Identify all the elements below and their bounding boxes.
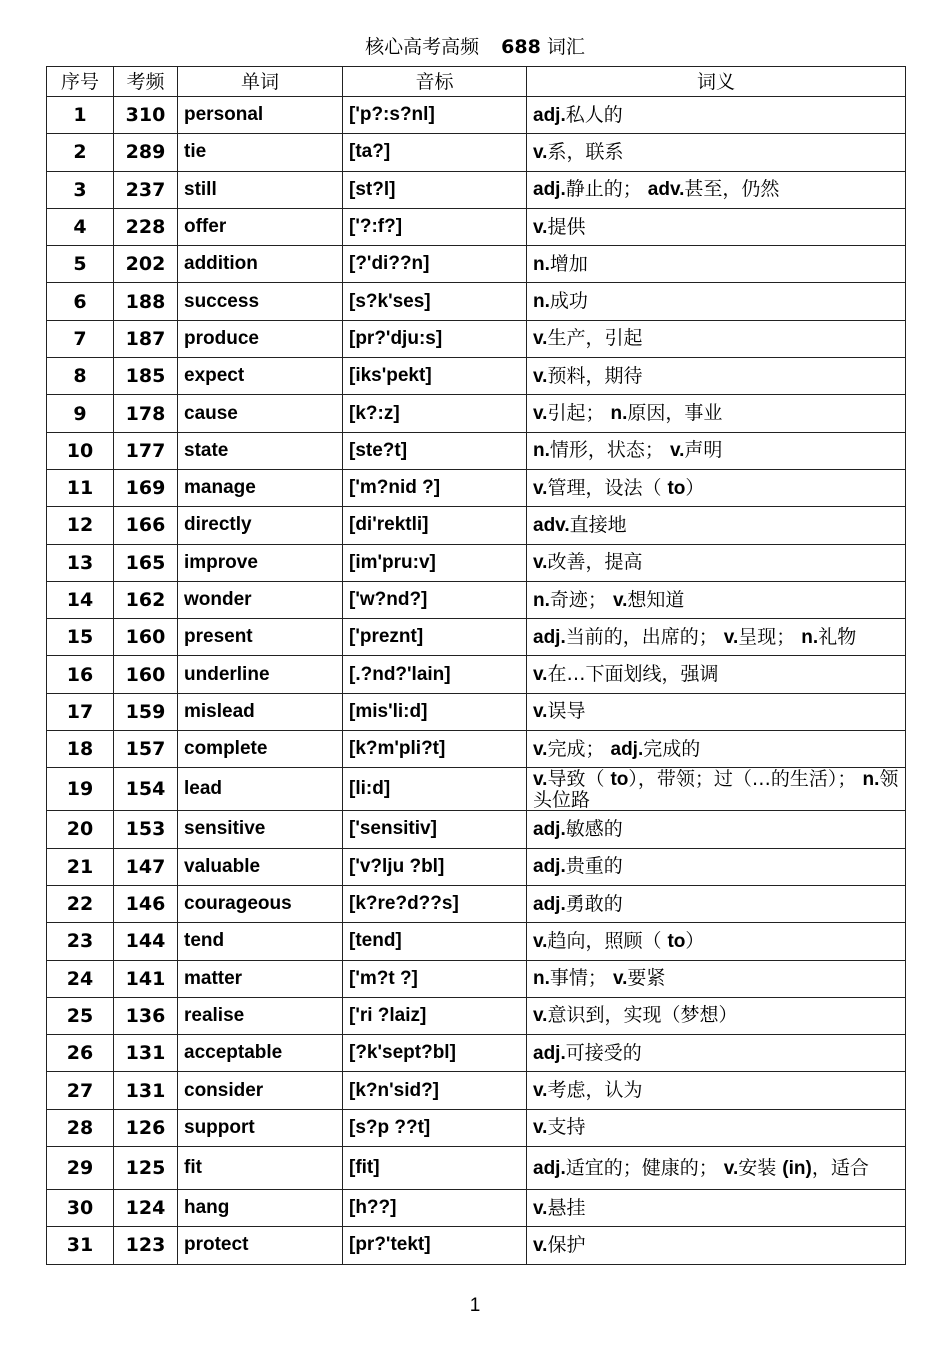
part-of-speech: adj.: [533, 856, 566, 878]
row-frequency: 187: [114, 320, 178, 357]
row-phonetic: ['w?nd?]: [343, 581, 527, 618]
row-phonetic: [fit]: [343, 1147, 527, 1190]
row-word: matter: [178, 960, 343, 997]
part-of-speech: v.: [612, 968, 628, 990]
row-word: wonder: [178, 581, 343, 618]
row-phonetic: [h??]: [343, 1190, 527, 1227]
row-index: 26: [47, 1035, 114, 1072]
table-row: [47, 768, 906, 811]
definition-text: 贵重的: [565, 855, 623, 878]
row-meaning: [527, 1035, 906, 1072]
title-suffix: 词汇: [546, 36, 585, 58]
row-phonetic: [pr?'tekt]: [343, 1227, 527, 1264]
header-meaning: 词义: [527, 67, 906, 97]
row-meaning: [527, 395, 906, 432]
part-of-speech: v.: [723, 626, 739, 648]
definition-text: 考虑，认为: [547, 1079, 643, 1102]
table-row: [47, 395, 906, 432]
part-of-speech: v.: [533, 216, 548, 238]
definition-text: 保护: [547, 1233, 586, 1256]
row-word: realise: [178, 997, 343, 1034]
part-of-speech: v.: [533, 552, 548, 574]
definition-text: 呈现；: [738, 625, 796, 648]
table-body: [47, 97, 906, 1265]
row-index: 10: [47, 432, 114, 469]
row-index: 13: [47, 544, 114, 581]
part-of-speech: v.: [533, 141, 548, 163]
row-index: 8: [47, 358, 114, 395]
definition-text: 声明: [684, 439, 723, 462]
part-of-speech: adj.: [610, 738, 644, 760]
row-word: state: [178, 432, 343, 469]
row-index: 2: [47, 134, 114, 171]
table-row: [47, 544, 906, 581]
row-word: directly: [178, 507, 343, 544]
row-index: 21: [47, 848, 114, 885]
row-phonetic: [ste?t]: [343, 432, 527, 469]
row-word: still: [178, 171, 343, 208]
row-word: personal: [178, 97, 343, 134]
row-frequency: 141: [114, 960, 178, 997]
part-of-speech: v.: [533, 1234, 548, 1256]
part-of-speech: (in): [782, 1157, 812, 1179]
row-phonetic: [iks'pekt]: [343, 358, 527, 395]
row-index: 9: [47, 395, 114, 432]
row-meaning: [527, 320, 906, 357]
part-of-speech: to: [667, 477, 686, 499]
row-phonetic: [im'pru:v]: [343, 544, 527, 581]
table-row: [47, 693, 906, 730]
row-frequency: 144: [114, 923, 178, 960]
definition-text: 管理，设法（: [547, 476, 668, 499]
part-of-speech: to: [610, 768, 629, 790]
row-frequency: 188: [114, 283, 178, 320]
definition-text: 支持: [547, 1116, 586, 1139]
part-of-speech: v.: [533, 664, 548, 686]
table-row: [47, 960, 906, 997]
row-index: 5: [47, 246, 114, 283]
part-of-speech: adj.: [533, 1042, 566, 1064]
row-meaning: [527, 208, 906, 245]
row-phonetic: [k?m'pli?t]: [343, 731, 527, 768]
row-word: hang: [178, 1190, 343, 1227]
vocabulary-table: [46, 66, 906, 1265]
definition-text: 适宜的；健康的；: [565, 1156, 718, 1179]
part-of-speech: n.: [533, 253, 550, 275]
row-meaning: [527, 693, 906, 730]
header-index: 序号: [47, 67, 114, 97]
definition-text: 完成的: [643, 737, 701, 760]
part-of-speech: n.: [533, 589, 550, 611]
definition-text: 勇敢的: [565, 892, 623, 915]
row-index: 19: [47, 768, 114, 811]
table-row: [47, 1035, 906, 1072]
row-index: 1: [47, 97, 114, 134]
row-meaning: [527, 581, 906, 618]
row-meaning: [527, 619, 906, 656]
definition-text: 奇迹；: [549, 588, 607, 611]
row-frequency: 166: [114, 507, 178, 544]
row-frequency: 289: [114, 134, 178, 171]
row-phonetic: [k?:z]: [343, 395, 527, 432]
row-index: 24: [47, 960, 114, 997]
table-row: [47, 358, 906, 395]
part-of-speech: n.: [801, 626, 819, 648]
definition-text: 引起；: [547, 402, 605, 425]
row-frequency: 131: [114, 1072, 178, 1109]
part-of-speech: adj.: [533, 179, 566, 201]
row-word: fit: [178, 1147, 343, 1190]
row-index: 7: [47, 320, 114, 357]
table-row: [47, 208, 906, 245]
row-word: tie: [178, 134, 343, 171]
row-index: 18: [47, 731, 114, 768]
part-of-speech: adv.: [647, 179, 685, 201]
part-of-speech: adj.: [533, 104, 566, 126]
row-phonetic: [li:d]: [343, 768, 527, 811]
row-meaning: [527, 246, 906, 283]
row-phonetic: ['sensitiv]: [343, 811, 527, 848]
row-meaning: [527, 656, 906, 693]
row-phonetic: ['m?t ?]: [343, 960, 527, 997]
definition-text: 私人的: [565, 103, 623, 126]
row-meaning: [527, 171, 906, 208]
table-row: [47, 731, 906, 768]
definition-text: 成功: [549, 290, 588, 313]
definition-text: 情形，状态；: [549, 439, 664, 462]
row-word: cause: [178, 395, 343, 432]
row-index: 31: [47, 1227, 114, 1264]
definition-text: 意识到，实现（梦想）: [547, 1004, 738, 1027]
row-index: 25: [47, 997, 114, 1034]
definition-text: 导致（: [547, 767, 611, 790]
row-phonetic: [k?re?d??s]: [343, 885, 527, 922]
row-frequency: 157: [114, 731, 178, 768]
definition-text: 甚至，仍然: [684, 178, 780, 201]
table-row: [47, 1190, 906, 1227]
table-row: [47, 171, 906, 208]
row-phonetic: [ta?]: [343, 134, 527, 171]
part-of-speech: v.: [533, 477, 548, 499]
row-frequency: 136: [114, 997, 178, 1034]
table-row: [47, 1147, 906, 1190]
row-frequency: 126: [114, 1109, 178, 1146]
header-phonetic: 音标: [343, 67, 527, 97]
row-word: underline: [178, 656, 343, 693]
table-row: [47, 811, 906, 848]
row-frequency: 160: [114, 619, 178, 656]
row-phonetic: ['preznt]: [343, 619, 527, 656]
definition-text: 预料，期待: [547, 364, 643, 387]
row-frequency: 178: [114, 395, 178, 432]
row-phonetic: [di'rektli]: [343, 507, 527, 544]
row-meaning: [527, 811, 906, 848]
row-meaning: [527, 885, 906, 922]
row-index: 15: [47, 619, 114, 656]
table-row: [47, 1109, 906, 1146]
row-word: support: [178, 1109, 343, 1146]
row-index: 4: [47, 208, 114, 245]
part-of-speech: n.: [533, 291, 550, 313]
row-phonetic: ['v?lju ?bl]: [343, 848, 527, 885]
row-word: manage: [178, 469, 343, 506]
part-of-speech: v.: [533, 701, 548, 723]
row-meaning: [527, 731, 906, 768]
page-number: 1: [469, 1295, 481, 1316]
row-frequency: 177: [114, 432, 178, 469]
row-frequency: 165: [114, 544, 178, 581]
header-frequency: 考频: [114, 67, 178, 97]
row-phonetic: [.?nd?'lain]: [343, 656, 527, 693]
row-word: protect: [178, 1227, 343, 1264]
row-meaning: [527, 507, 906, 544]
row-index: 22: [47, 885, 114, 922]
definition-text: 完成；: [547, 737, 605, 760]
row-meaning: [527, 923, 906, 960]
row-phonetic: [st?l]: [343, 171, 527, 208]
row-word: mislead: [178, 693, 343, 730]
row-meaning: [527, 768, 906, 811]
definition-text: 系，联系: [547, 140, 624, 163]
row-phonetic: ['?:f?]: [343, 208, 527, 245]
row-frequency: 228: [114, 208, 178, 245]
part-of-speech: v.: [533, 1005, 548, 1027]
row-frequency: 160: [114, 656, 178, 693]
table-row: [47, 1072, 906, 1109]
part-of-speech: n.: [862, 768, 880, 790]
row-index: 29: [47, 1147, 114, 1190]
row-meaning: [527, 1190, 906, 1227]
row-word: consider: [178, 1072, 343, 1109]
row-index: 17: [47, 693, 114, 730]
part-of-speech: v.: [533, 328, 548, 350]
row-index: 11: [47, 469, 114, 506]
title-count: 688: [501, 36, 541, 58]
part-of-speech: n.: [533, 440, 550, 462]
row-phonetic: [tend]: [343, 923, 527, 960]
part-of-speech: adj.: [533, 818, 566, 840]
definition-text: 增加: [549, 252, 588, 275]
part-of-speech: v.: [612, 589, 628, 611]
part-of-speech: v.: [533, 403, 548, 425]
row-phonetic: [pr?'dju:s]: [343, 320, 527, 357]
row-phonetic: [s?p ??t]: [343, 1109, 527, 1146]
row-frequency: 131: [114, 1035, 178, 1072]
row-frequency: 125: [114, 1147, 178, 1190]
row-meaning: [527, 1109, 906, 1146]
row-meaning: [527, 960, 906, 997]
row-frequency: 237: [114, 171, 178, 208]
row-frequency: 202: [114, 246, 178, 283]
row-meaning: [527, 1072, 906, 1109]
definition-text: 想知道: [627, 588, 685, 611]
table-row: [47, 848, 906, 885]
row-index: 14: [47, 581, 114, 618]
part-of-speech: adj.: [533, 626, 566, 648]
part-of-speech: v.: [533, 1117, 548, 1139]
table-row: [47, 507, 906, 544]
definition-text: 直接地: [569, 513, 627, 536]
row-word: tend: [178, 923, 343, 960]
table-row: [47, 997, 906, 1034]
part-of-speech: n.: [610, 403, 628, 425]
row-word: courageous: [178, 885, 343, 922]
table-row: [47, 469, 906, 506]
row-phonetic: [k?n'sid?]: [343, 1072, 527, 1109]
definition-text: 提供: [547, 215, 586, 238]
definition-text: 领头位路: [533, 767, 899, 811]
row-phonetic: [?k'sept?bl]: [343, 1035, 527, 1072]
row-meaning: [527, 469, 906, 506]
table-row: [47, 432, 906, 469]
definition-text: 改善，提高: [547, 551, 643, 574]
definition-text: 当前的，出席的；: [565, 625, 718, 648]
table-row: [47, 134, 906, 171]
row-meaning: [527, 97, 906, 134]
row-word: acceptable: [178, 1035, 343, 1072]
table-row: [47, 656, 906, 693]
row-meaning: [527, 358, 906, 395]
table-row: [47, 923, 906, 960]
definition-text: 要紧: [627, 967, 666, 990]
row-frequency: 162: [114, 581, 178, 618]
definition-text: 事情；: [549, 967, 607, 990]
part-of-speech: v.: [533, 738, 548, 760]
row-meaning: [527, 544, 906, 581]
part-of-speech: adv.: [533, 514, 570, 536]
page-title: [0, 32, 950, 59]
row-word: success: [178, 283, 343, 320]
row-frequency: 169: [114, 469, 178, 506]
row-phonetic: ['ri ?laiz]: [343, 997, 527, 1034]
row-frequency: 310: [114, 97, 178, 134]
table-row: [47, 283, 906, 320]
row-frequency: 123: [114, 1227, 178, 1264]
table-row: [47, 885, 906, 922]
row-word: offer: [178, 208, 343, 245]
row-index: 6: [47, 283, 114, 320]
row-word: addition: [178, 246, 343, 283]
row-index: 12: [47, 507, 114, 544]
row-frequency: 153: [114, 811, 178, 848]
part-of-speech: v.: [669, 440, 685, 462]
row-meaning: [527, 848, 906, 885]
row-meaning: [527, 134, 906, 171]
row-word: produce: [178, 320, 343, 357]
definition-text: ，适合: [811, 1156, 869, 1179]
row-index: 23: [47, 923, 114, 960]
row-frequency: 159: [114, 693, 178, 730]
row-word: sensitive: [178, 811, 343, 848]
row-frequency: 147: [114, 848, 178, 885]
table-row: [47, 246, 906, 283]
definition-text: 敏感的: [565, 817, 623, 840]
definition-text: 原因，事业: [627, 402, 723, 425]
row-word: expect: [178, 358, 343, 395]
part-of-speech: adj.: [533, 1157, 566, 1179]
row-meaning: [527, 1147, 906, 1190]
part-of-speech: v.: [533, 1197, 548, 1219]
definition-text: 可接受的: [565, 1041, 642, 1064]
row-index: 30: [47, 1190, 114, 1227]
definition-text: 悬挂: [547, 1196, 586, 1219]
row-meaning: [527, 997, 906, 1034]
part-of-speech: v.: [533, 1080, 548, 1102]
row-meaning: [527, 1227, 906, 1264]
definition-text: 趋向，照顾（: [547, 929, 668, 952]
row-word: lead: [178, 768, 343, 811]
row-phonetic: [s?k'ses]: [343, 283, 527, 320]
part-of-speech: v.: [533, 930, 548, 952]
row-frequency: 154: [114, 768, 178, 811]
part-of-speech: n.: [533, 968, 550, 990]
part-of-speech: v.: [723, 1157, 739, 1179]
row-phonetic: ['p?:s?nl]: [343, 97, 527, 134]
row-frequency: 146: [114, 885, 178, 922]
table-row: [47, 320, 906, 357]
row-frequency: 124: [114, 1190, 178, 1227]
row-phonetic: ['m?nid ?]: [343, 469, 527, 506]
header-word: 单词: [178, 67, 343, 97]
definition-text: ）: [685, 476, 705, 499]
row-word: complete: [178, 731, 343, 768]
part-of-speech: to: [667, 930, 686, 952]
table-row: [47, 581, 906, 618]
part-of-speech: adj.: [533, 893, 566, 915]
definition-text: ），带领；过（…的生活）；: [628, 767, 857, 790]
table-row: [47, 1227, 906, 1264]
row-index: 27: [47, 1072, 114, 1109]
row-index: 3: [47, 171, 114, 208]
row-index: 16: [47, 656, 114, 693]
table-header-row: [47, 67, 906, 97]
part-of-speech: v.: [533, 768, 548, 790]
row-word: valuable: [178, 848, 343, 885]
definition-text: 安装: [738, 1156, 783, 1179]
row-word: improve: [178, 544, 343, 581]
row-meaning: [527, 283, 906, 320]
row-phonetic: [?'di??n]: [343, 246, 527, 283]
row-meaning: [527, 432, 906, 469]
row-frequency: 185: [114, 358, 178, 395]
row-index: 28: [47, 1109, 114, 1146]
table-row: [47, 619, 906, 656]
definition-text: 生产，引起: [547, 327, 643, 350]
definition-text: 误导: [547, 700, 586, 723]
definition-text: 在…下面划线，强调: [547, 663, 719, 686]
row-word: present: [178, 619, 343, 656]
row-index: 20: [47, 811, 114, 848]
definition-text: ）: [685, 929, 705, 952]
part-of-speech: v.: [533, 365, 548, 387]
definition-text: 礼物: [818, 625, 857, 648]
definition-text: 静止的；: [565, 178, 642, 201]
table-row: [47, 97, 906, 134]
title-text: 核心高考高频: [365, 36, 480, 58]
row-phonetic: [mis'li:d]: [343, 693, 527, 730]
